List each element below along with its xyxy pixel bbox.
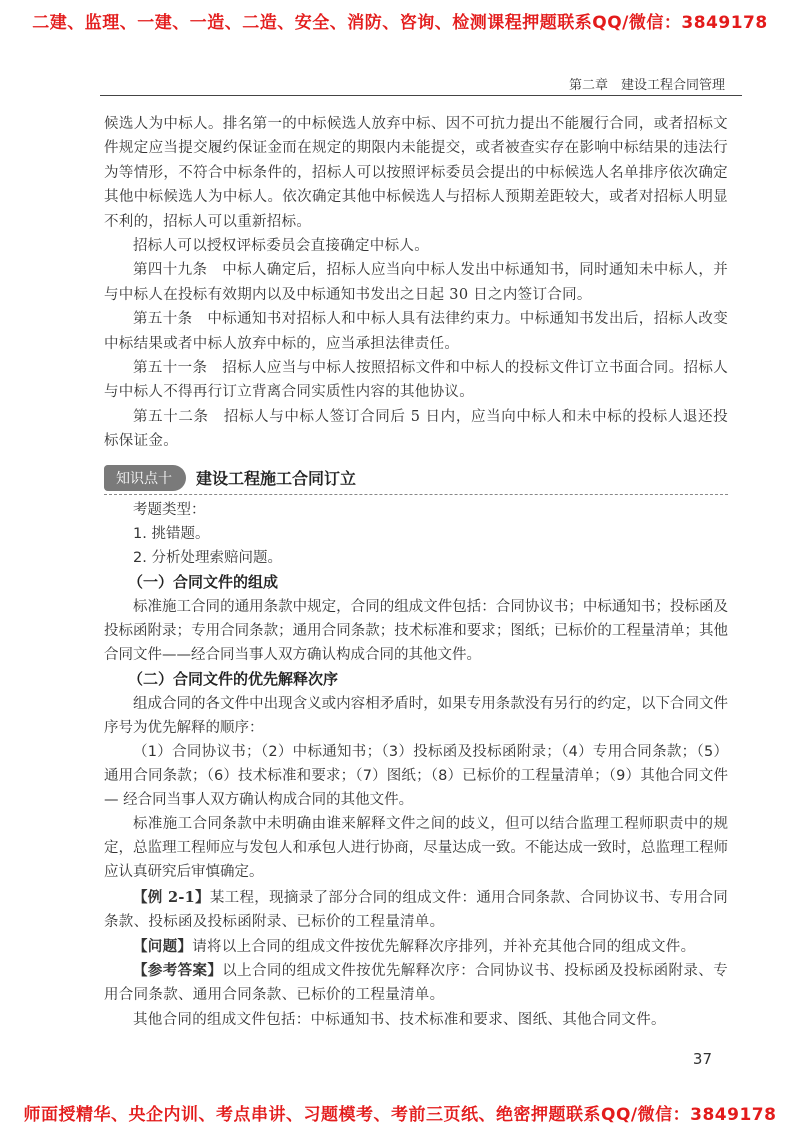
paragraph-article-50: 第五十条 中标通知书对招标人和中标人具有法律约束力。中标通知书发出后，招标人改变中标结果或者中标人放弃中标的，应当承担法律责任。 <box>104 311 728 352</box>
top-banner: 二建、监理、一建、一造、二造、安全、消防、咨询、检测课程押题联系QQ/微信：3849178 <box>32 13 768 33</box>
answer-text: 以上合同的组成文件按优先解释次序：合同协议书、投标函及投标函附录、专用合同条款、通用合同条款、已标价的工程量清单。 <box>104 962 728 1004</box>
exam-types-label: 考题类型： <box>133 501 206 518</box>
bottom-banner: 师面授精华、央企内训、考点串讲、习题模考、考前三页纸、绝密押题联系QQ/微信：3849178 <box>23 1105 777 1125</box>
section-heading: （二）合同文件的优先解释次序 <box>128 669 339 688</box>
example-tag: 【例 2-1】 <box>133 888 210 906</box>
answer-tag: 【参考答案】 <box>133 961 223 979</box>
knowledge-point-header <box>104 464 728 492</box>
page-content <box>104 112 728 1032</box>
paragraph-article-49: 第四十九条 中标人确定后，招标人应当向中标人发出中标通知书，同时通知未中标人，并与中标人在投标有效期内以及中标通知书发出之日起 30 日之内签订合同。 <box>104 262 728 303</box>
header-rule <box>100 95 742 96</box>
paragraph-article-51: 第五十一条 招标人应当与中标人按照招标文件和中标人的投标文件订立书面合同。招标人与中标人不得再行订立背离合同实质性内容的其他协议。 <box>104 360 728 401</box>
section-text: 组成合同的各文件中出现含义或内容相矛盾时，如果专用条款没有另行的约定，以下合同文件序号为优先解释的顺序： <box>104 695 728 736</box>
example-text: 某工程，现摘录了部分合同的组成文件：通用合同条款、合同协议书、专用合同条款、投标函及投标函附录、已标价的工程量清单。 <box>104 889 728 931</box>
exam-type-item: 2. 分析处理索赔问题。 <box>133 549 282 566</box>
example-paragraph <box>104 886 728 935</box>
exam-type-item: 1. 挑错题。 <box>133 525 210 542</box>
section-text: 标准施工合同的通用条款中规定，合同的组成文件包括：合同协议书；中标通知书；投标函及投标函附录；专用合同条款；通用合同条款；技术标准和要求；图纸；已标价的工程量清单；其他合同文件——经合同当事人双方确认构成合同的其他文件。 <box>104 598 728 663</box>
answer-paragraph <box>104 959 728 1008</box>
knowledge-point-badge: 知识点十 <box>104 465 186 491</box>
paragraph-2: 招标人可以授权评标委员会直接确定中标人。 <box>133 238 429 255</box>
answer-paragraph-2: 其他合同的组成文件包括：中标通知书、技术标准和要求、图纸、其他合同文件。 <box>133 1011 666 1028</box>
question-tag: 【问题】 <box>133 937 193 955</box>
knowledge-point-title: 建设工程施工合同订立 <box>196 469 357 489</box>
paragraph-article-52: 第五十二条 招标人与中标人签订合同后 5 日内，应当向中标人和未中标的投标人退还投标保证金。 <box>104 408 728 450</box>
paragraph-1: 候选人为中标人。排名第一的中标候选人放弃中标、因不可抗力提出不能履行合同，或者招标文件规定应当提交履约保证金而在规定的期限内未能提交，或者被查实存在影响中标结果的违法行为等情形，不符合中标条件的，招标人可以按照评标委员会提出的中标候选人名单排序依次确定其他中标候选人为中标人。依次确定其他中标候选人与招标人预期差距较大，或者对招标人明显不利的，招标人可以重新招标。 <box>104 116 728 230</box>
question-text: 请将以上合同的组成文件按优先解释次序排列，并补充其他合同的组成文件。 <box>192 938 696 955</box>
section-text: 标准施工合同条款中未明确由谁来解释文件之间的歧义，但可以结合监理工程师职责中的规定，总监理工程师应与发包人和承包人进行协商，尽量达成一致。不能达成一致时，总监理工程师应认真研究后审慎确定。 <box>104 815 728 880</box>
page-number: 37 <box>692 1050 712 1068</box>
section-text: （1）合同协议书；（2）中标通知书；（3）投标函及投标函附录；（4）专用合同条款；（5）通用合同条款；（6）技术标准和要求；（7）图纸；（8）已标价的工程量清单；（9）其他合同文件 — 经合同当事人双方确认构成合同的其他文件。 <box>104 743 728 808</box>
section-heading: （一）合同文件的组成 <box>128 572 279 591</box>
knowledge-point-divider <box>104 494 728 495</box>
chapter-header: 第二章 建设工程合同管理 <box>568 78 725 93</box>
question-paragraph <box>104 935 728 959</box>
